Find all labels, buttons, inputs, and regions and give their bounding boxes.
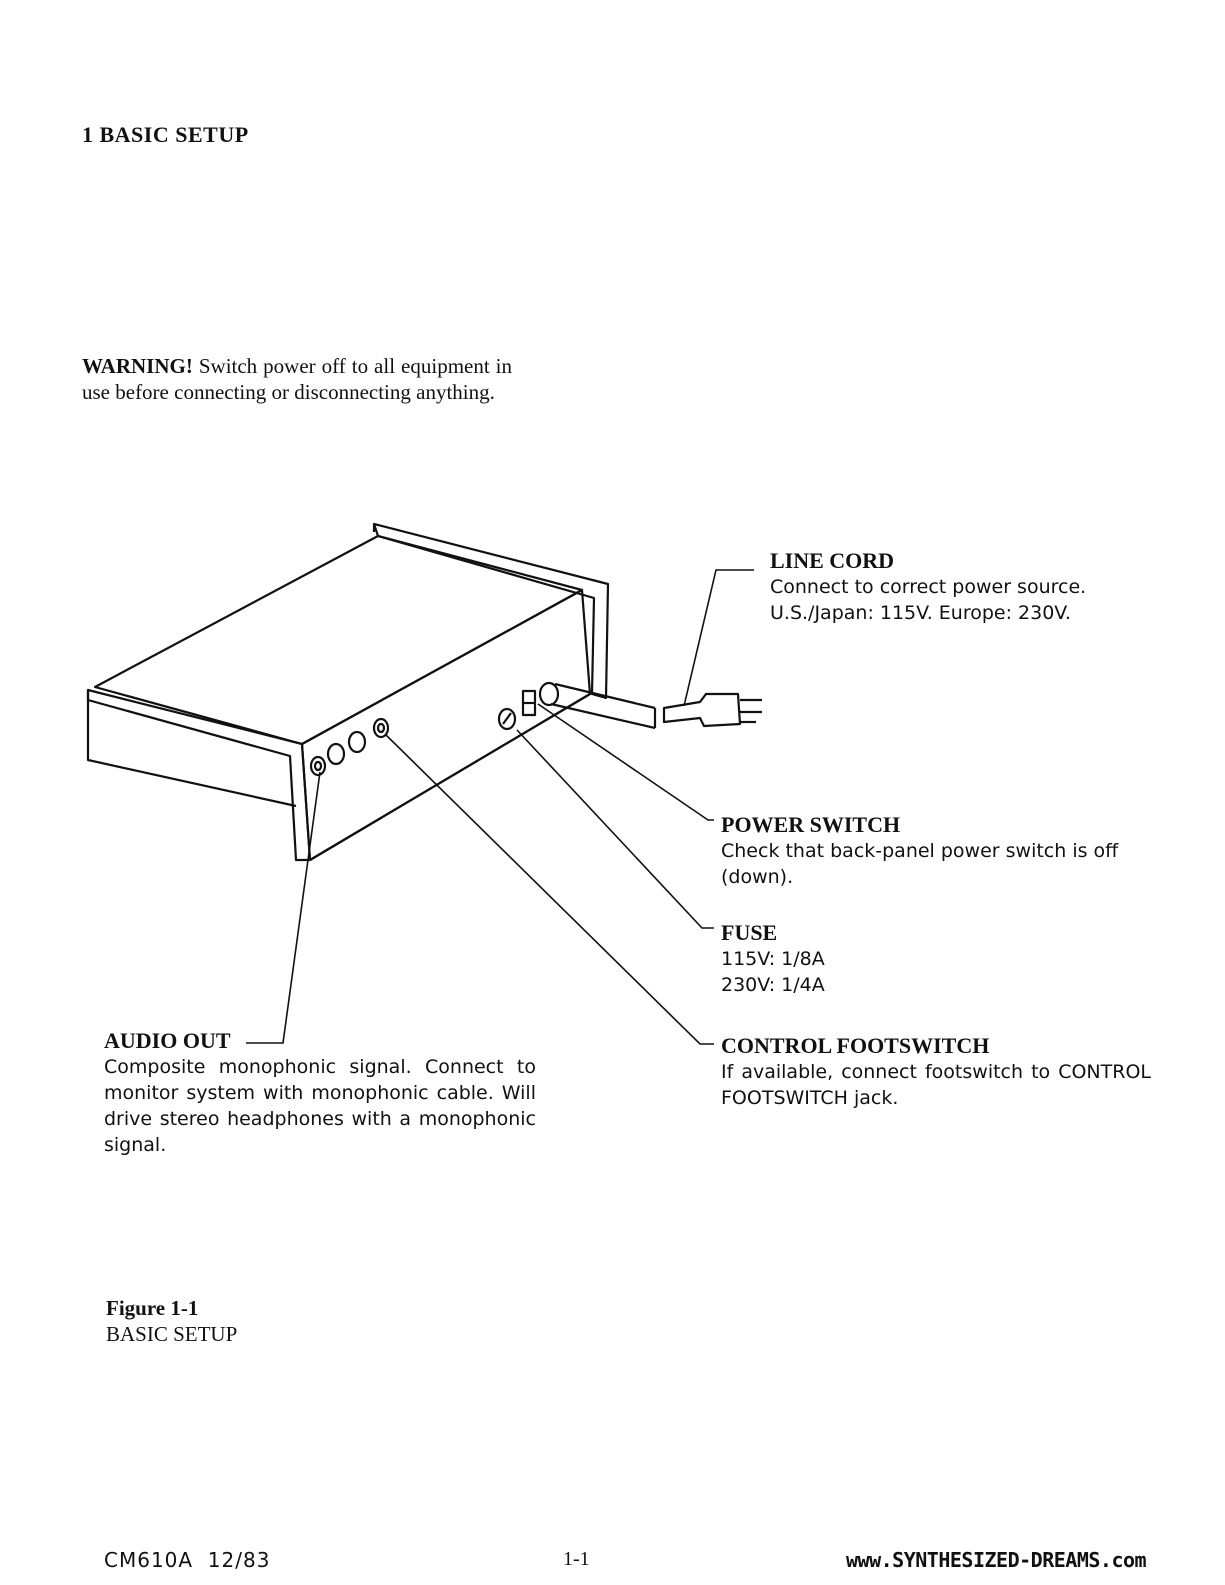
unit-right-endcap [374,524,608,698]
footer-page-number: 1-1 [563,1548,590,1570]
figure-label: Figure 1-1 [106,1296,199,1320]
leader-line-cord [684,570,754,706]
warning-text: Switch power off to all equipment in use before connecting or disconnecting anything. [82,354,513,404]
audio-jacks-group [311,719,388,775]
section-heading: 1 BASIC SETUP [82,122,249,147]
line-cord-cable [551,684,655,728]
line-cord-line1: Connect to correct power source. [770,576,1087,598]
line-cord-title: LINE CORD [770,548,895,573]
footer-url: www.SYNTHESIZED-DREAMS.com [846,1548,1147,1572]
figure-caption-block [106,1295,237,1347]
audio-out-jack [311,757,325,775]
audio-out-title: AUDIO OUT [104,1028,231,1053]
audio-out-text: Composite monophonic signal. Connect to monitor system with monophonic cable. Will drive stereo headphones with a monophonic signal. [104,1056,536,1156]
callout-line-cord [770,548,1210,626]
callout-control-footswitch [721,1033,1151,1111]
footer-doc-id: CM610A 12/83 [104,1548,271,1572]
power-plug [664,694,740,726]
warning-label: WARNING! [82,354,193,378]
unit-top-surface [95,536,582,744]
callout-audio-out [104,1028,536,1158]
callout-fuse [721,920,921,998]
control-footswitch-title: CONTROL FOOTSWITCH [721,1033,990,1058]
fuse-title: FUSE [721,920,778,945]
control-footswitch-text: If available, connect footswitch to CONTROL FOOTSWITCH jack. [721,1061,1151,1109]
power-switch-title: POWER SWITCH [721,812,901,837]
leader-fuse [517,730,714,928]
figure-caption: BASIC SETUP [106,1322,238,1346]
fuse-line1: 115V: 1/8A [721,948,825,970]
unit-back-panel [302,590,590,860]
cord-socket [540,683,558,705]
line-cord-line2: U.S./Japan: 115V. Europe: 230V. [770,602,1071,624]
callout-power-switch [721,812,1161,890]
fuse-line2: 230V: 1/4A [721,974,825,996]
power-switch-text: Check that back-panel power switch is off (down). [721,840,1119,888]
leader-audio-out [246,772,320,1043]
